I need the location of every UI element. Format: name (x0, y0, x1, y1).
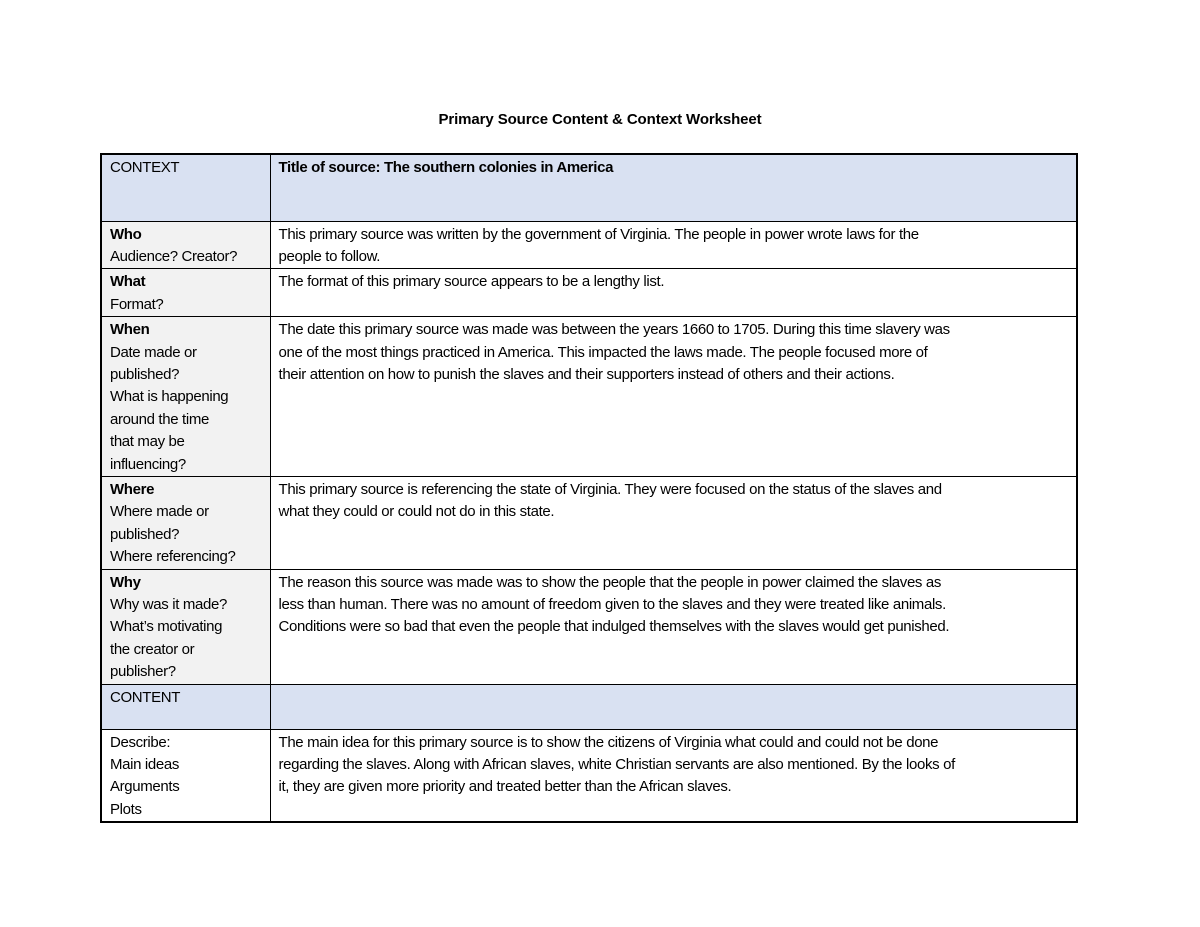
source-title: Title of source: The southern colonies in America (278, 159, 614, 176)
row-heading: Where (110, 480, 155, 498)
context-header-row (101, 154, 1077, 221)
describe-answer-cell (270, 729, 1077, 822)
answer-line: The main idea for this primary source is to show the citizens of Virginia what could and could not be done (278, 733, 939, 751)
when-label-cell (101, 317, 270, 477)
content-label: CONTENT (110, 688, 181, 706)
who-label-cell (101, 221, 270, 269)
row-prompt: Why was it made? (110, 596, 227, 613)
row-heading: Why (110, 573, 141, 591)
where-label-cell (101, 476, 270, 569)
source-title-cell (270, 154, 1077, 221)
answer-line: it, they are given more priority and treated better than the African slaves. (278, 778, 732, 796)
content-label-cell (101, 684, 270, 729)
why-label-cell (101, 569, 270, 684)
row-prompt: Plots (110, 800, 142, 818)
table-row (101, 729, 1077, 822)
row-heading: Who (110, 225, 142, 243)
context-label: CONTEXT (110, 159, 180, 176)
row-prompt: publisher? (110, 663, 176, 681)
what-label-cell (101, 269, 270, 317)
context-label-cell (101, 154, 270, 221)
answer-line: The format of this primary source appears to be a lengthy list. (278, 273, 665, 291)
content-header-row (101, 684, 1077, 729)
row-prompt: influencing? (110, 455, 186, 473)
answer-line: what they could or could not do in this state. (278, 503, 555, 521)
content-value-cell (270, 684, 1077, 729)
row-prompt: published? (110, 365, 180, 383)
answer-line: This primary source was written by the government of Virginia. The people in power wrote laws for the (278, 225, 919, 243)
row-prompt: the creator or (110, 640, 195, 658)
table-row (101, 476, 1077, 569)
row-prompt: that may be (110, 433, 185, 451)
row-prompt: Arguments (110, 778, 180, 796)
where-answer-cell (270, 476, 1077, 569)
answer-line: people to follow. (278, 247, 381, 265)
table-row (101, 569, 1077, 684)
table-row (101, 317, 1077, 477)
row-heading: When (110, 321, 150, 339)
when-answer-cell (270, 317, 1077, 477)
table-row (101, 221, 1077, 269)
table-row (101, 269, 1077, 317)
row-prompt: Main ideas (110, 756, 180, 774)
row-prompt: What’s motivating (110, 618, 223, 636)
describe-label-cell (101, 729, 270, 822)
row-prompt: Where made or (110, 503, 209, 521)
answer-line: less than human. There was no amount of freedom given to the slaves and they were treated like animals. (278, 596, 946, 613)
row-heading: What (110, 273, 146, 291)
worksheet-table (100, 153, 1078, 823)
what-answer-cell (270, 269, 1077, 317)
answer-line: one of the most things practiced in America. This impacted the laws made. The people focused more of (278, 343, 928, 361)
row-prompt: around the time (110, 410, 209, 428)
row-prompt: Format? (110, 295, 164, 313)
answer-line: Conditions were so bad that even the people that indulged themselves with the slaves would get punished. (278, 618, 950, 636)
answer-line: This primary source is referencing the state of Virginia. They were focused on the status of the slaves and (278, 480, 942, 498)
answer-line: regarding the slaves. Along with African slaves, white Christian servants are also mentioned. By the looks of (278, 756, 955, 774)
row-prompt: Describe: (110, 733, 171, 751)
row-prompt: Where referencing? (110, 548, 236, 566)
answer-line: The date this primary source was made was between the years 1660 to 1705. During this time slavery was (278, 321, 950, 339)
row-prompt: Audience? Creator? (110, 247, 238, 265)
row-prompt: Date made or (110, 343, 197, 361)
answer-line: their attention on how to punish the slaves and their supporters instead of others and their actions. (278, 365, 895, 383)
why-answer-cell (270, 569, 1077, 684)
page-title: Primary Source Content & Context Worksheet (438, 111, 762, 128)
who-answer-cell (270, 221, 1077, 269)
row-prompt: What is happening (110, 388, 229, 406)
row-prompt: published? (110, 525, 180, 543)
answer-line: The reason this source was made was to show the people that the people in power claimed the slaves as (278, 573, 942, 591)
